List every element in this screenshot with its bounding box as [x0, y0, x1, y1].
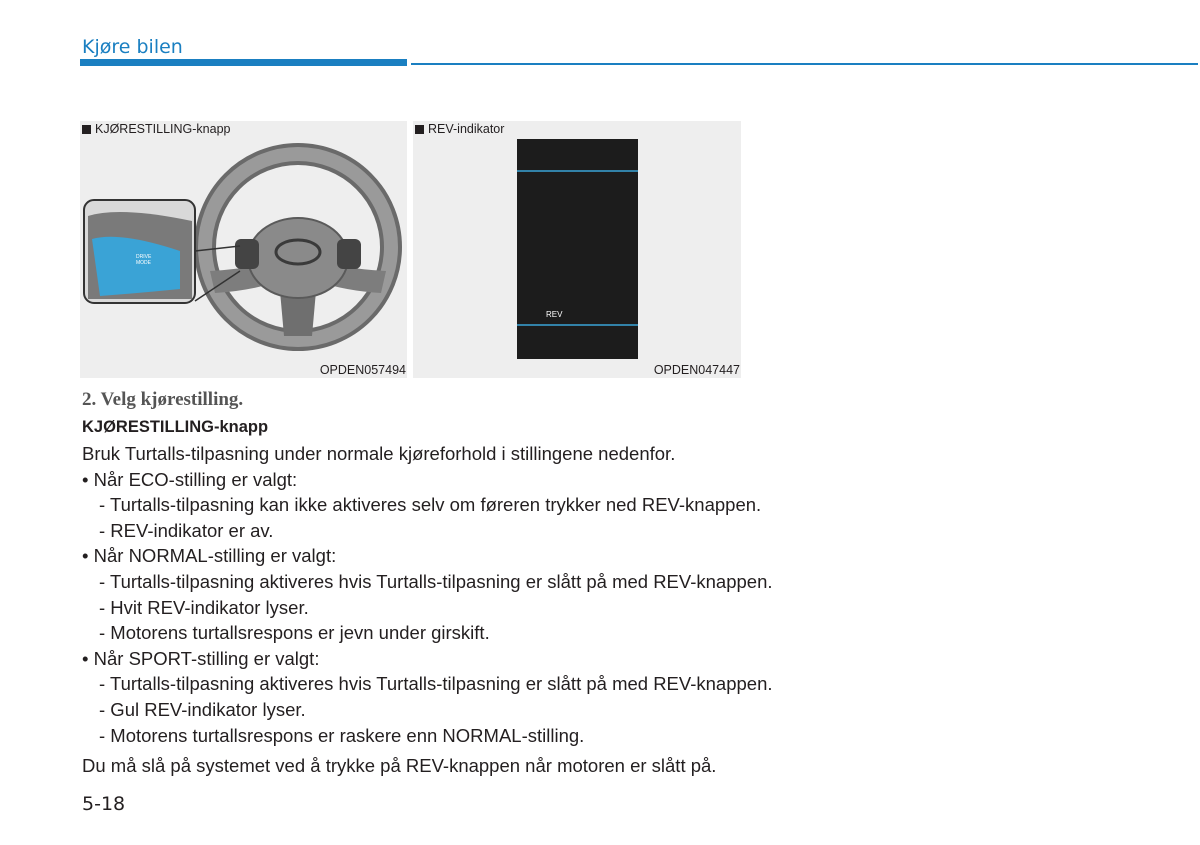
list-item-line: - Gul REV-indikator lyser.: [99, 698, 306, 720]
subheading: KJØRESTILLING-knapp: [82, 418, 269, 436]
step-heading: 2. Velg kjørestilling.: [82, 389, 244, 410]
figure-drive-mode-button: [80, 121, 407, 378]
list-item-line: - Turtalls-tilpasning aktiveres hvis Turtalls-tilpasning er slått på med REV-knappen.: [99, 673, 773, 695]
list-item-line: - REV-indikator er av.: [99, 519, 274, 541]
list-item-title: • Når ECO-stilling er valgt:: [82, 468, 298, 490]
steering-wheel-illustration: [80, 121, 407, 378]
list-item-line: - Motorens turtallsrespons er jevn under girskift.: [99, 622, 490, 644]
figure-code: OPDEN057494: [319, 363, 406, 377]
list-item-title: • Når SPORT-stilling er valgt:: [82, 647, 320, 669]
figure-caption: KJØRESTILLING-knapp: [82, 122, 230, 136]
figure-rev-indicator: [413, 121, 741, 378]
figure-caption: REV-indikator: [415, 122, 504, 136]
header-rule-thin: [411, 63, 1198, 65]
list-item-title: • Når NORMAL-stilling er valgt:: [82, 545, 337, 567]
square-bullet-icon: [415, 125, 424, 134]
square-bullet-icon: [82, 125, 91, 134]
page-number: 5-18: [82, 793, 126, 815]
list-item-line: - Turtalls-tilpasning kan ikke aktiveres selv om føreren trykker ned REV-knappen.: [99, 494, 762, 516]
drive-mode-button-label: DRIVE MODE: [136, 254, 152, 266]
closing-text: Du må slå på systemet ved å trykke på REV-knappen når motoren er slått på.: [82, 755, 717, 776]
section-title: Kjøre bilen: [82, 36, 183, 58]
list-item-line: - Hvit REV-indikator lyser.: [99, 596, 309, 618]
rev-indicator-text: REV: [546, 310, 563, 319]
header-rule-thick: [80, 59, 407, 66]
body-text: [82, 441, 1082, 748]
list-item-line: - Motorens turtallsrespons er raskere enn NORMAL-stilling.: [99, 724, 585, 746]
list-item-line: - Turtalls-tilpasning aktiveres hvis Turtalls-tilpasning er slått på med REV-knappen.: [99, 570, 773, 592]
figure-code: OPDEN047447: [653, 363, 740, 377]
cluster-display-illustration: [413, 121, 741, 378]
intro-text: Bruk Turtalls-tilpasning under normale kjøreforhold i stillingene nedenfor.: [82, 443, 676, 464]
